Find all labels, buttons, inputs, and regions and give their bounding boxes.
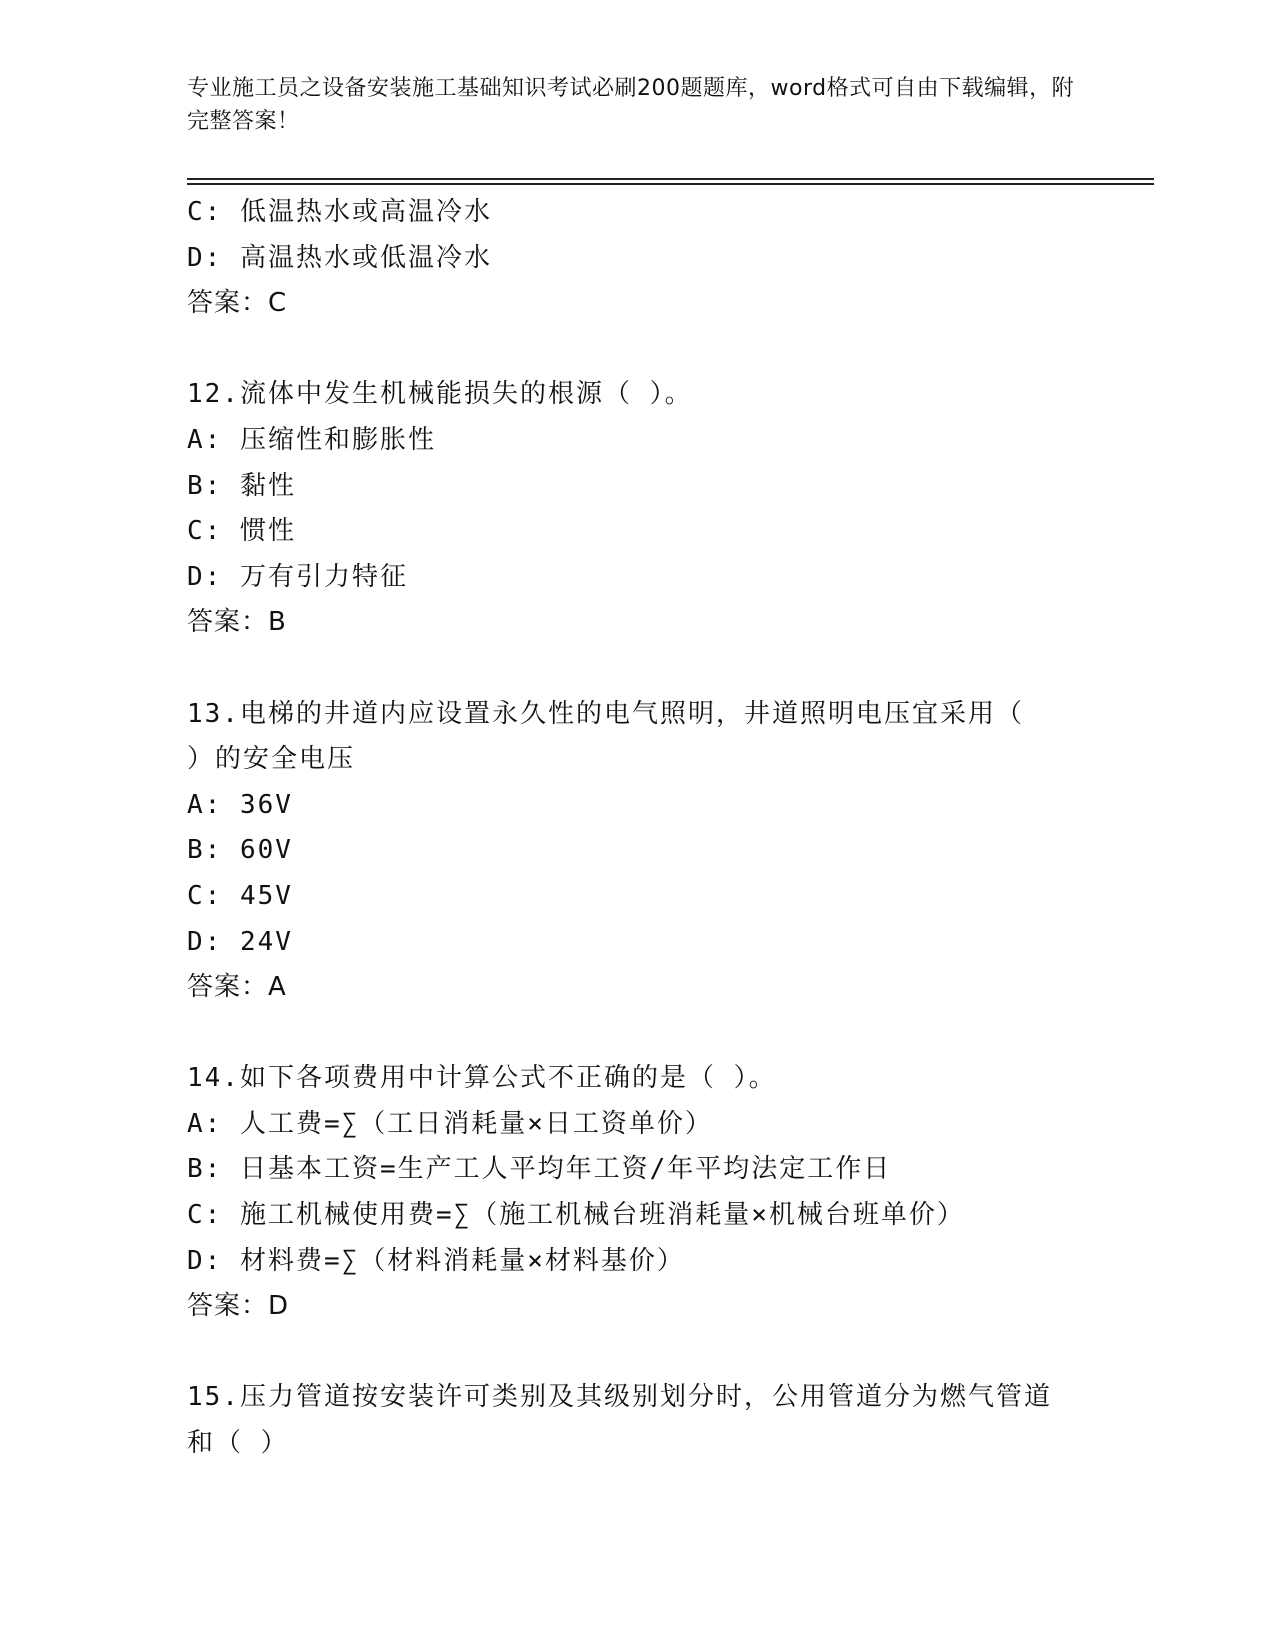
option-d: D: 高温热水或低温冷水 xyxy=(187,242,492,273)
answer-line: 答案：A xyxy=(187,972,287,1003)
header-rule-top xyxy=(187,178,1154,180)
spacer xyxy=(187,1011,1087,1057)
answer-line: 答案：D xyxy=(187,1291,290,1322)
header-rule-bottom xyxy=(187,183,1154,185)
document-header: 专业施工员之设备安装施工基础知识考试必刷200题题库，word格式可自由下载编辑，附完整答案！ xyxy=(187,76,1075,134)
question-12 xyxy=(187,372,1087,646)
option-b: B: 日基本工资=生产工人平均年工资/年平均法定工作日 xyxy=(187,1154,892,1185)
question-fragment xyxy=(187,190,1087,327)
spacer xyxy=(187,1330,1087,1376)
option-a: A: 36V xyxy=(187,789,293,820)
option-c: C: 低温热水或高温冷水 xyxy=(187,197,492,227)
question-text-line-1: 13.电梯的井道内应设置永久性的电气照明，井道照明电压宜采用（ xyxy=(187,698,1024,729)
option-b: B: 黏性 xyxy=(187,470,296,501)
question-15 xyxy=(187,1375,1087,1466)
question-text-line-2: ）的安全电压 xyxy=(187,744,356,775)
option-b: B: 60V xyxy=(187,835,293,866)
option-d: D: 万有引力特征 xyxy=(187,561,408,592)
option-c: C: 45V xyxy=(187,880,293,911)
spacer xyxy=(187,646,1087,692)
spacer xyxy=(187,327,1087,373)
question-text-line-2: 和（ ） xyxy=(187,1428,289,1459)
question-14 xyxy=(187,1056,1087,1330)
answer-line: 答案：B xyxy=(187,607,287,638)
option-a: A: 压缩性和膨胀性 xyxy=(187,424,436,455)
question-text: 12.流体中发生机械能损失的根源（ ）。 xyxy=(187,379,693,410)
question-13 xyxy=(187,692,1087,1011)
question-list xyxy=(187,190,1087,1467)
option-d: D: 材料费=∑（材料消耗量×材料基价） xyxy=(187,1245,685,1276)
option-a: A: 人工费=∑（工日消耗量×日工资单价） xyxy=(187,1108,713,1139)
answer-line: 答案：C xyxy=(187,288,288,319)
option-c: C: 施工机械使用费=∑（施工机械台班消耗量×机械台班单价） xyxy=(187,1200,965,1231)
question-text-line-1: 15.压力管道按安装许可类别及其级别划分时，公用管道分为燃气管道 xyxy=(187,1382,1052,1413)
option-c: C: 惯性 xyxy=(187,516,296,547)
question-text: 14.如下各项费用中计算公式不正确的是（ ）。 xyxy=(187,1063,777,1094)
option-d: D: 24V xyxy=(187,926,293,957)
